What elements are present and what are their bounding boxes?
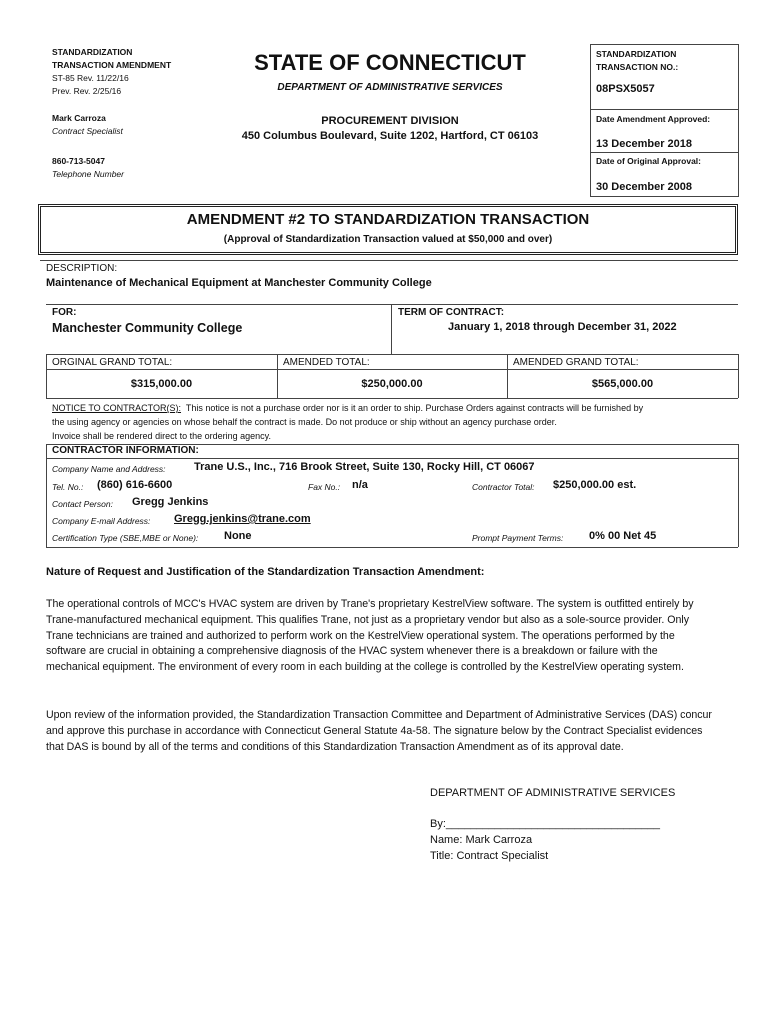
description-label: DESCRIPTION: bbox=[46, 263, 118, 274]
payment-terms-value: 0% 00 Net 45 bbox=[589, 530, 657, 542]
payment-terms-label: Prompt Payment Terms: bbox=[472, 533, 564, 543]
phone-label: Telephone Number bbox=[52, 169, 124, 179]
form-name-line1: STANDARDIZATION bbox=[52, 47, 133, 57]
amend-approved-date: 13 December 2018 bbox=[596, 138, 693, 150]
tel-label: Tel. No.: bbox=[52, 482, 84, 492]
txn-label-line2: TRANSACTION NO.: bbox=[596, 62, 679, 72]
original-total-label: ORGINAL GRAND TOTAL: bbox=[52, 357, 173, 368]
orig-approval-date: 30 December 2008 bbox=[596, 181, 693, 193]
contact-phone: 860-713-5047 bbox=[52, 156, 105, 166]
justification-para2-block bbox=[46, 708, 714, 755]
contact-title: Contract Specialist bbox=[52, 126, 123, 136]
contact-person-value: Gregg Jenkins bbox=[132, 496, 209, 508]
division-address: 450 Columbus Boulevard, Suite 1202, Hartford, CT 06103 bbox=[241, 130, 539, 142]
signature-by-line: By:___________________________________ bbox=[430, 818, 661, 830]
justification-heading: Nature of Request and Justification of the Standardization Transaction Amendment: bbox=[46, 566, 485, 578]
division-name: PROCUREMENT DIVISION bbox=[321, 115, 459, 127]
amended-grand-total-value: $565,000.00 bbox=[591, 378, 654, 390]
contractor-heading: CONTRACTOR INFORMATION: bbox=[52, 445, 199, 456]
notice-line2: the using agency or agencies on whose behalf the contract is made. Do not produce or ship without an agency purchase order. bbox=[52, 417, 557, 427]
amend-approved-label: Date Amendment Approved: bbox=[596, 114, 711, 124]
amended-total-value: $250,000.00 bbox=[361, 378, 423, 390]
justification-para2: Upon review of the information provided, the Standardization Transaction Committee and Department of Administrative Services (DAS) concur and approve this purchase in accordance with Connecticut General Statute 4a-58. The signature below by the Contract Specialist evidences that DAS is bound by all of the terms and conditions of this Standardization Transaction Amendment as of its approval date. bbox=[46, 709, 712, 753]
page-title: STATE OF CONNECTICUT bbox=[254, 50, 526, 75]
signature-name: Name: Mark Carroza bbox=[430, 834, 533, 846]
form-name-line2: TRANSACTION AMENDMENT bbox=[52, 60, 172, 70]
for-value: Manchester Community College bbox=[52, 321, 243, 335]
signature-dept: DEPARTMENT OF ADMINISTRATIVE SERVICES bbox=[430, 787, 676, 799]
orig-approval-label: Date of Original Approval: bbox=[596, 156, 702, 166]
company-email-label: Company E-mail Address: bbox=[52, 516, 151, 526]
notice-line1: This notice is not a purchase order nor is it an order to ship. Purchase Orders against contracts will be furnished by bbox=[185, 403, 644, 413]
signature-title: Title: Contract Specialist bbox=[430, 850, 549, 862]
fax-label: Fax No.: bbox=[308, 482, 341, 492]
for-label: FOR: bbox=[52, 307, 77, 318]
contractor-total-label: Contractor Total: bbox=[472, 482, 535, 492]
notice-line3: Invoice shall be rendered direct to the ordering agency. bbox=[52, 431, 271, 441]
company-label: Company Name and Address: bbox=[52, 464, 166, 474]
amendment-subtitle: (Approval of Standardization Transaction valued at $50,000 and over) bbox=[223, 234, 553, 245]
certification-value: None bbox=[224, 530, 252, 542]
contractor-total-value: $250,000.00 est. bbox=[553, 479, 637, 491]
amended-total-label: AMENDED TOTAL: bbox=[283, 357, 370, 368]
fax-value: n/a bbox=[352, 479, 368, 491]
amended-grand-total-label: AMENDED GRAND TOTAL: bbox=[513, 357, 639, 368]
justification-para1-block bbox=[46, 597, 714, 676]
notice-label: NOTICE TO CONTRACTOR(S): bbox=[52, 403, 182, 413]
original-total-value: $315,000.00 bbox=[130, 378, 193, 390]
contact-person-label: Contact Person: bbox=[52, 499, 113, 509]
form-prev-revision: Prev. Rev. 2/25/16 bbox=[52, 86, 122, 96]
department-name: DEPARTMENT OF ADMINISTRATIVE SERVICES bbox=[277, 82, 503, 93]
certification-label: Certification Type (SBE,MBE or None): bbox=[52, 533, 199, 543]
amendment-title: AMENDMENT #2 TO STANDARDIZATION TRANSACTION bbox=[186, 211, 590, 228]
description-value: Maintenance of Mechanical Equipment at Manchester Community College bbox=[46, 277, 432, 289]
txn-label-line1: STANDARDIZATION bbox=[596, 49, 677, 59]
tel-value: (860) 616-6600 bbox=[97, 479, 173, 491]
term-label: TERM OF CONTRACT: bbox=[398, 307, 505, 318]
company-email-value[interactable]: Gregg.jenkins@trane.com bbox=[174, 513, 311, 525]
term-value: January 1, 2018 through December 31, 2022 bbox=[448, 321, 677, 333]
notice-block bbox=[52, 401, 643, 443]
form-revision: ST-85 Rev. 11/22/16 bbox=[52, 73, 129, 83]
contact-name: Mark Carroza bbox=[52, 113, 106, 123]
company-value: Trane U.S., Inc., 716 Brook Street, Suite 130, Rocky Hill, CT 06067 bbox=[194, 461, 535, 473]
justification-para1: The operational controls of MCC's HVAC system are driven by Trane's proprietary KestrelView software. The system is outfitted entirely by Trane-manufactured mechanical equipment. This qualifies Trane, not just as a proprietary vendor but also as a sole-source provider. Only Trane technicians are trained and authorized to perform work on the KestrelView operational system. The operations performed by the software are crucial in obtaining a comprehensive diagnosis of the HVAC system whenever there is a breakdown or failure with the mechanical equipment. The environment of every room in each building at the college is controlled by the KestrelView operating system. bbox=[46, 598, 694, 674]
txn-number: 08PSX5057 bbox=[596, 83, 655, 95]
